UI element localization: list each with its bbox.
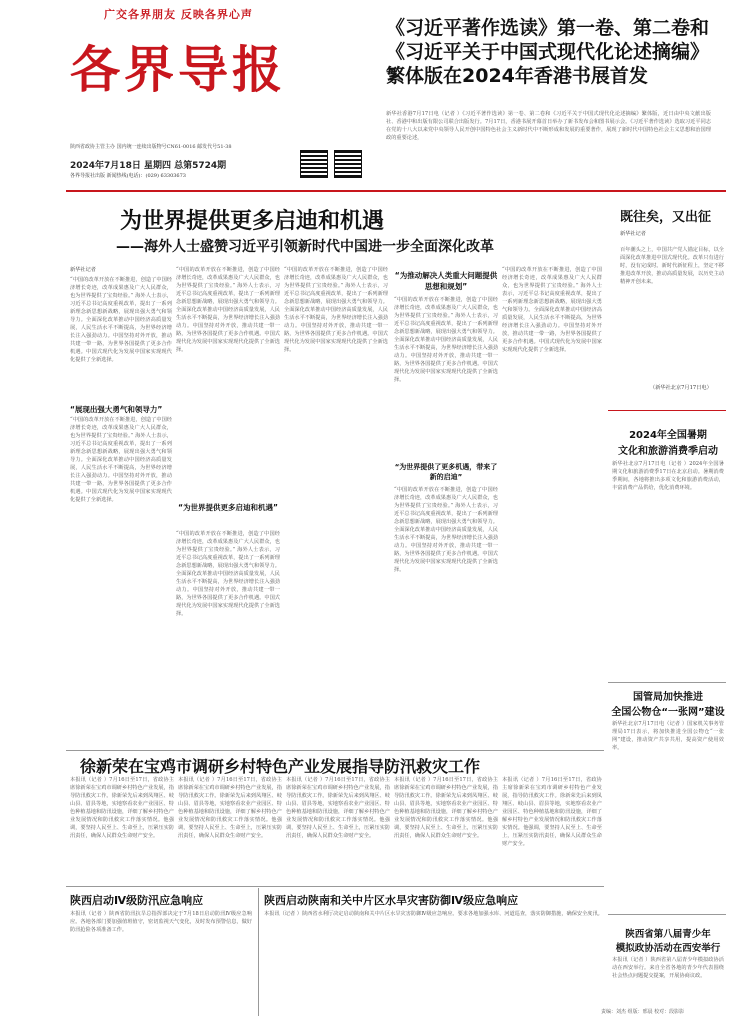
lead-subhead-3: “为推动解决人类重大问题提供思想和规划” (394, 271, 498, 291)
editor-credits: 责编：刘杰 组版：邢晨 校对：段影影 (601, 1009, 685, 1015)
qr-code-icon (300, 150, 328, 178)
column-divider (608, 410, 726, 411)
column-1-byline: 新华社记者 (620, 231, 646, 237)
publisher-line: 陕西省政协主管主办 国内统一连续出版物号CN61-0016 邮发代号51-38 (70, 144, 232, 150)
column-2-title-1: 2024年全国暑期 (629, 430, 707, 441)
lead-subhead-2: “为世界提供更多启迪和机遇” (178, 503, 278, 512)
lead-body-col2b: “中国的改革开放在不断推进，创造了中国经济增长奇迹，改革成果惠及广大人民群众，也为世界提供了宝贵经验。” 海外人士表示，习近平总书记高度重视改革，提出了一系列新理念新思想新战略，展现出强大勇气和领导力。全面深化改革推动中国经济高质量发展，人民生活水平不断提高，为世界经济增长注入强劲动力。中国坚持对外开放，推动共建一带一路，为世界各国提供了更多合作机遇。中国式现代化为发展中国家实现现代化提供了全新选择。 (176, 531, 280, 617)
top-story-body: 新华社香港7月17日电（记者 ）《习近平著作选读》第一卷、第二卷和《习近平关于中国式现代化论述摘编》繁体版，近日由中央文献出版社、香港中和出版有限公司联合出版发行。7月17日，香港书展开幕首日举办了新书发布会和图书展示会。《习近平著作选读》选取习近平同志在党的十八大以来党中央领导人民开创中国特色社会主义新时代中不断形成和发展的重要著作，展现了新时代中国特色社会主义思想和治国理政的重要论述， (386, 111, 711, 141)
column-1-body: 百年潮头之上，中国共产党人锚定目标，以全面深化改革推进中国式现代化。改革只有进行时，没有完成时。新时代新征程上，坚定不移推进改革开放，推动高质量发展，以历史主动精神开创未来。 (620, 247, 724, 285)
column-4-title-2: 模拟政协活动在西安举行 (615, 943, 721, 954)
column-3-title-2: 全国公物仓“一张网”建设 (611, 707, 725, 718)
web-line: 各界导报社出版 新闻热线(电话)：(029) 63303673 (70, 173, 186, 179)
column-4-body: 本报讯（记者 ）陕西省第八届青少年模拟政协活动在西安举行。来自全省各地的青少年代表围绕社会热点问题提交提案，开展协商议政。 (612, 957, 724, 979)
section-divider (66, 886, 604, 887)
column-3-title-1: 国管局加快推进 (633, 692, 703, 703)
column-divider (608, 914, 726, 915)
masthead-title: 各界导报 (70, 40, 286, 99)
bottom-1-body: 本报讯（记者 ）陕西省防汛抗旱总指挥部决定于7月18日启动防汛Ⅳ级应急响应。各地各部门要加强值班值守，密切监视天气变化，及时发布预警信息，做好防汛抢险各项准备工作。 (70, 911, 252, 933)
lead-byline: 新华社记者 (70, 267, 96, 273)
date-line: 2024年7月18日 星期四 总第5724期 (70, 161, 227, 171)
second-story-body-col4: 本报讯（记者 ）7月16日至17日，省政协主席徐新荣在宝鸡市调研乡村特色产业发展，指导防汛救灾工作。徐新荣先后来到凤翔区、岐山县、眉县等地，实地察看农业产业园区、特色种植基地和防汛设施，详细了解乡村特色产业发展情况和防汛救灾工作落实情况。他强调，要坚持人民至上、生命至上，压紧压实防汛责任，确保人民群众生命财产安全。 (394, 777, 498, 839)
section-divider (66, 750, 604, 751)
column-divider (608, 682, 726, 683)
second-story-headline: 徐新荣在宝鸡市调研乡村特色产业发展指导防汛救灾工作 (80, 757, 481, 776)
bottom-1-headline: 陕西启动Ⅳ级防汛应急响应 (70, 894, 204, 907)
lead-subhead-4: “为世界提供了更多机遇，带来了新的启迪” (394, 463, 498, 481)
top-headline-line-3: 繁体版在2024年香港书展首发 (386, 65, 648, 87)
lead-body-col5: “中国的改革开放在不断推进，创造了中国经济增长奇迹，改革成果惠及广大人民群众，也为世界提供了宝贵经验。” 海外人士表示，习近平总书记高度重视改革，提出了一系列新理念新思想新战略，展现出强大勇气和领导力。全面深化改革推动中国经济高质量发展，人民生活水平不断提高，为世界经济增长注入强劲动力。中国坚持对外开放，推动共建一带一路，为世界各国提供了更多合作机遇。中国式现代化为发展中国家实现现代化提供了全新选择。 (502, 267, 602, 353)
qr-code-icon (334, 150, 362, 178)
lead-body-col4: “中国的改革开放在不断推进，创造了中国经济增长奇迹，改革成果惠及广大人民群众，也为世界提供了宝贵经验。” 海外人士表示，习近平总书记高度重视改革，提出了一系列新理念新思想新战略，展现出强大勇气和领导力。全面深化改革推动中国经济高质量发展，人民生活水平不断提高，为世界经济增长注入强劲动力。中国坚持对外开放，推动共建一带一路，为世界各国提供了更多合作机遇。中国式现代化为发展中国家实现现代化提供了全新选择。 (394, 297, 498, 383)
column-1-title: 既往矣，又出征 (620, 210, 712, 225)
lead-body-col1: “中国的改革开放在不断推进，创造了中国经济增长奇迹，改革成果惠及广大人民群众，也为世界提供了宝贵经验。” 海外人士表示，习近平总书记高度重视改革，提出了一系列新理念新思想新战略，展现出强大勇气和领导力。全面深化改革推动中国经济高质量发展，人民生活水平不断提高，为世界经济增长注入强劲动力。中国坚持对外开放，推动共建一带一路，为世界各国提供了更多合作机遇。中国式现代化为发展中国家实现现代化提供了全新选择。 (70, 277, 172, 363)
column-2-body: 新华社北京7月17日电（记者 ）2024年全国暑期文化和旅游消费季17日在北京启动。暑期消费季期间，各地将推出多项文化和旅游消费活动，丰富消费产品供给，优化消费环境。 (612, 461, 724, 491)
top-headline-line-2: 《习近平关于中国式现代化论述摘编》 (386, 41, 710, 63)
masthead-slogan: 广交各界朋友 反映各界心声 (104, 8, 253, 21)
column-2-title-2: 文化和旅游消费季启动 (618, 446, 718, 457)
lead-subheadline: ——海外人士盛赞习近平引领新时代中国进一步全面深化改革 (116, 239, 494, 255)
lead-body-col1b: “中国的改革开放在不断推进，创造了中国经济增长奇迹，改革成果惠及广大人民群众，也为世界提供了宝贵经验。” 海外人士表示，习近平总书记高度重视改革，提出了一系列新理念新思想新战略，展现出强大勇气和领导力。全面深化改革推动中国经济高质量发展，人民生活水平不断提高，为世界经济增长注入强劲动力。中国坚持对外开放，推动共建一带一路，为世界各国提供了更多合作机遇。中国式现代化为发展中国家实现现代化提供了全新选择。 (70, 417, 172, 503)
top-headline-line-1: 《习近平著作选读》第一卷、第二卷和 (386, 17, 710, 39)
lead-subhead-1: “展现出强大勇气和领导力” (70, 405, 163, 414)
second-story-body-col5: 本报讯（记者 ）7月16日至17日，省政协主席徐新荣在宝鸡市调研乡村特色产业发展，指导防汛救灾工作。徐新荣先后来到凤翔区、岐山县、眉县等地，实地察看农业产业园区、特色种植基地和防汛设施，详细了解乡村特色产业发展情况和防汛救灾工作落实情况。他强调，要坚持人民至上、生命至上，压紧压实防汛责任，确保人民群众生命财产安全。 (502, 777, 602, 847)
second-story-body-col1: 本报讯（记者 ）7月16日至17日，省政协主席徐新荣在宝鸡市调研乡村特色产业发展，指导防汛救灾工作。徐新荣先后来到凤翔区、岐山县、眉县等地，实地察看农业产业园区、特色种植基地和防汛设施，详细了解乡村特色产业发展情况和防汛救灾工作落实情况。他强调，要坚持人民至上、生命至上，压紧压实防汛责任，确保人民群众生命财产安全。 (70, 777, 174, 839)
bottom-2-body: 本报讯（记者 ）陕西省水利厅决定启动陕南和关中片区水旱灾害防御Ⅳ级应急响应。要求各地加强水库、河道巡查，落实防御措施，确保安全度汛。 (264, 911, 603, 917)
bottom-2-headline: 陕西启动陕南和关中片区水旱灾害防御Ⅳ级应急响应 (264, 894, 519, 907)
column-3-body: 新华社北京7月17日电（记者 ）国家机关事务管理局17日表示，将加快推进全国公物仓“一张网”建设，推动资产共享共用，提高资产使用效率。 (612, 721, 724, 751)
top-story-headline (386, 16, 716, 88)
lead-body-col2: “中国的改革开放在不断推进，创造了中国经济增长奇迹，改革成果惠及广大人民群众，也为世界提供了宝贵经验。” 海外人士表示，习近平总书记高度重视改革，提出了一系列新理念新思想新战略，展现出强大勇气和领导力。全面深化改革推动中国经济高质量发展，人民生活水平不断提高，为世界经济增长注入强劲动力。中国坚持对外开放，推动共建一带一路，为世界各国提供了更多合作机遇。中国式现代化为发展中国家实现现代化提供了全新选择。 (176, 267, 280, 353)
column-1-footer: （新华社北京7月17日电） (650, 385, 712, 391)
masthead-divider (66, 190, 726, 192)
column-divider (258, 888, 259, 1016)
second-story-body-col2: 本报讯（记者 ）7月16日至17日，省政协主席徐新荣在宝鸡市调研乡村特色产业发展，指导防汛救灾工作。徐新荣先后来到凤翔区、岐山县、眉县等地，实地察看农业产业园区、特色种植基地和防汛设施，详细了解乡村特色产业发展情况和防汛救灾工作落实情况。他强调，要坚持人民至上、生命至上，压紧压实防汛责任，确保人民群众生命财产安全。 (178, 777, 282, 839)
column-4-title-1: 陕西省第八届青少年 (625, 929, 711, 940)
lead-body-col4b: “中国的改革开放在不断推进，创造了中国经济增长奇迹，改革成果惠及广大人民群众，也为世界提供了宝贵经验。” 海外人士表示，习近平总书记高度重视改革，提出了一系列新理念新思想新战略，展现出强大勇气和领导力。全面深化改革推动中国经济高质量发展，人民生活水平不断提高，为世界经济增长注入强劲动力。中国坚持对外开放，推动共建一带一路，为世界各国提供了更多合作机遇。中国式现代化为发展中国家实现现代化提供了全新选择。 (394, 487, 498, 573)
lead-headline: 为世界提供更多启迪和机遇 (120, 209, 385, 234)
second-story-body-col3: 本报讯（记者 ）7月16日至17日，省政协主席徐新荣在宝鸡市调研乡村特色产业发展，指导防汛救灾工作。徐新荣先后来到凤翔区、岐山县、眉县等地，实地察看农业产业园区、特色种植基地和防汛设施，详细了解乡村特色产业发展情况和防汛救灾工作落实情况。他强调，要坚持人民至上、生命至上，压紧压实防汛责任，确保人民群众生命财产安全。 (286, 777, 390, 839)
lead-body-col3: “中国的改革开放在不断推进，创造了中国经济增长奇迹，改革成果惠及广大人民群众，也为世界提供了宝贵经验。” 海外人士表示，习近平总书记高度重视改革，提出了一系列新理念新思想新战略，展现出强大勇气和领导力。全面深化改革推动中国经济高质量发展，人民生活水平不断提高，为世界经济增长注入强劲动力。中国坚持对外开放，推动共建一带一路，为世界各国提供了更多合作机遇。中国式现代化为发展中国家实现现代化提供了全新选择。 (284, 267, 388, 353)
column-1 (610, 196, 724, 404)
